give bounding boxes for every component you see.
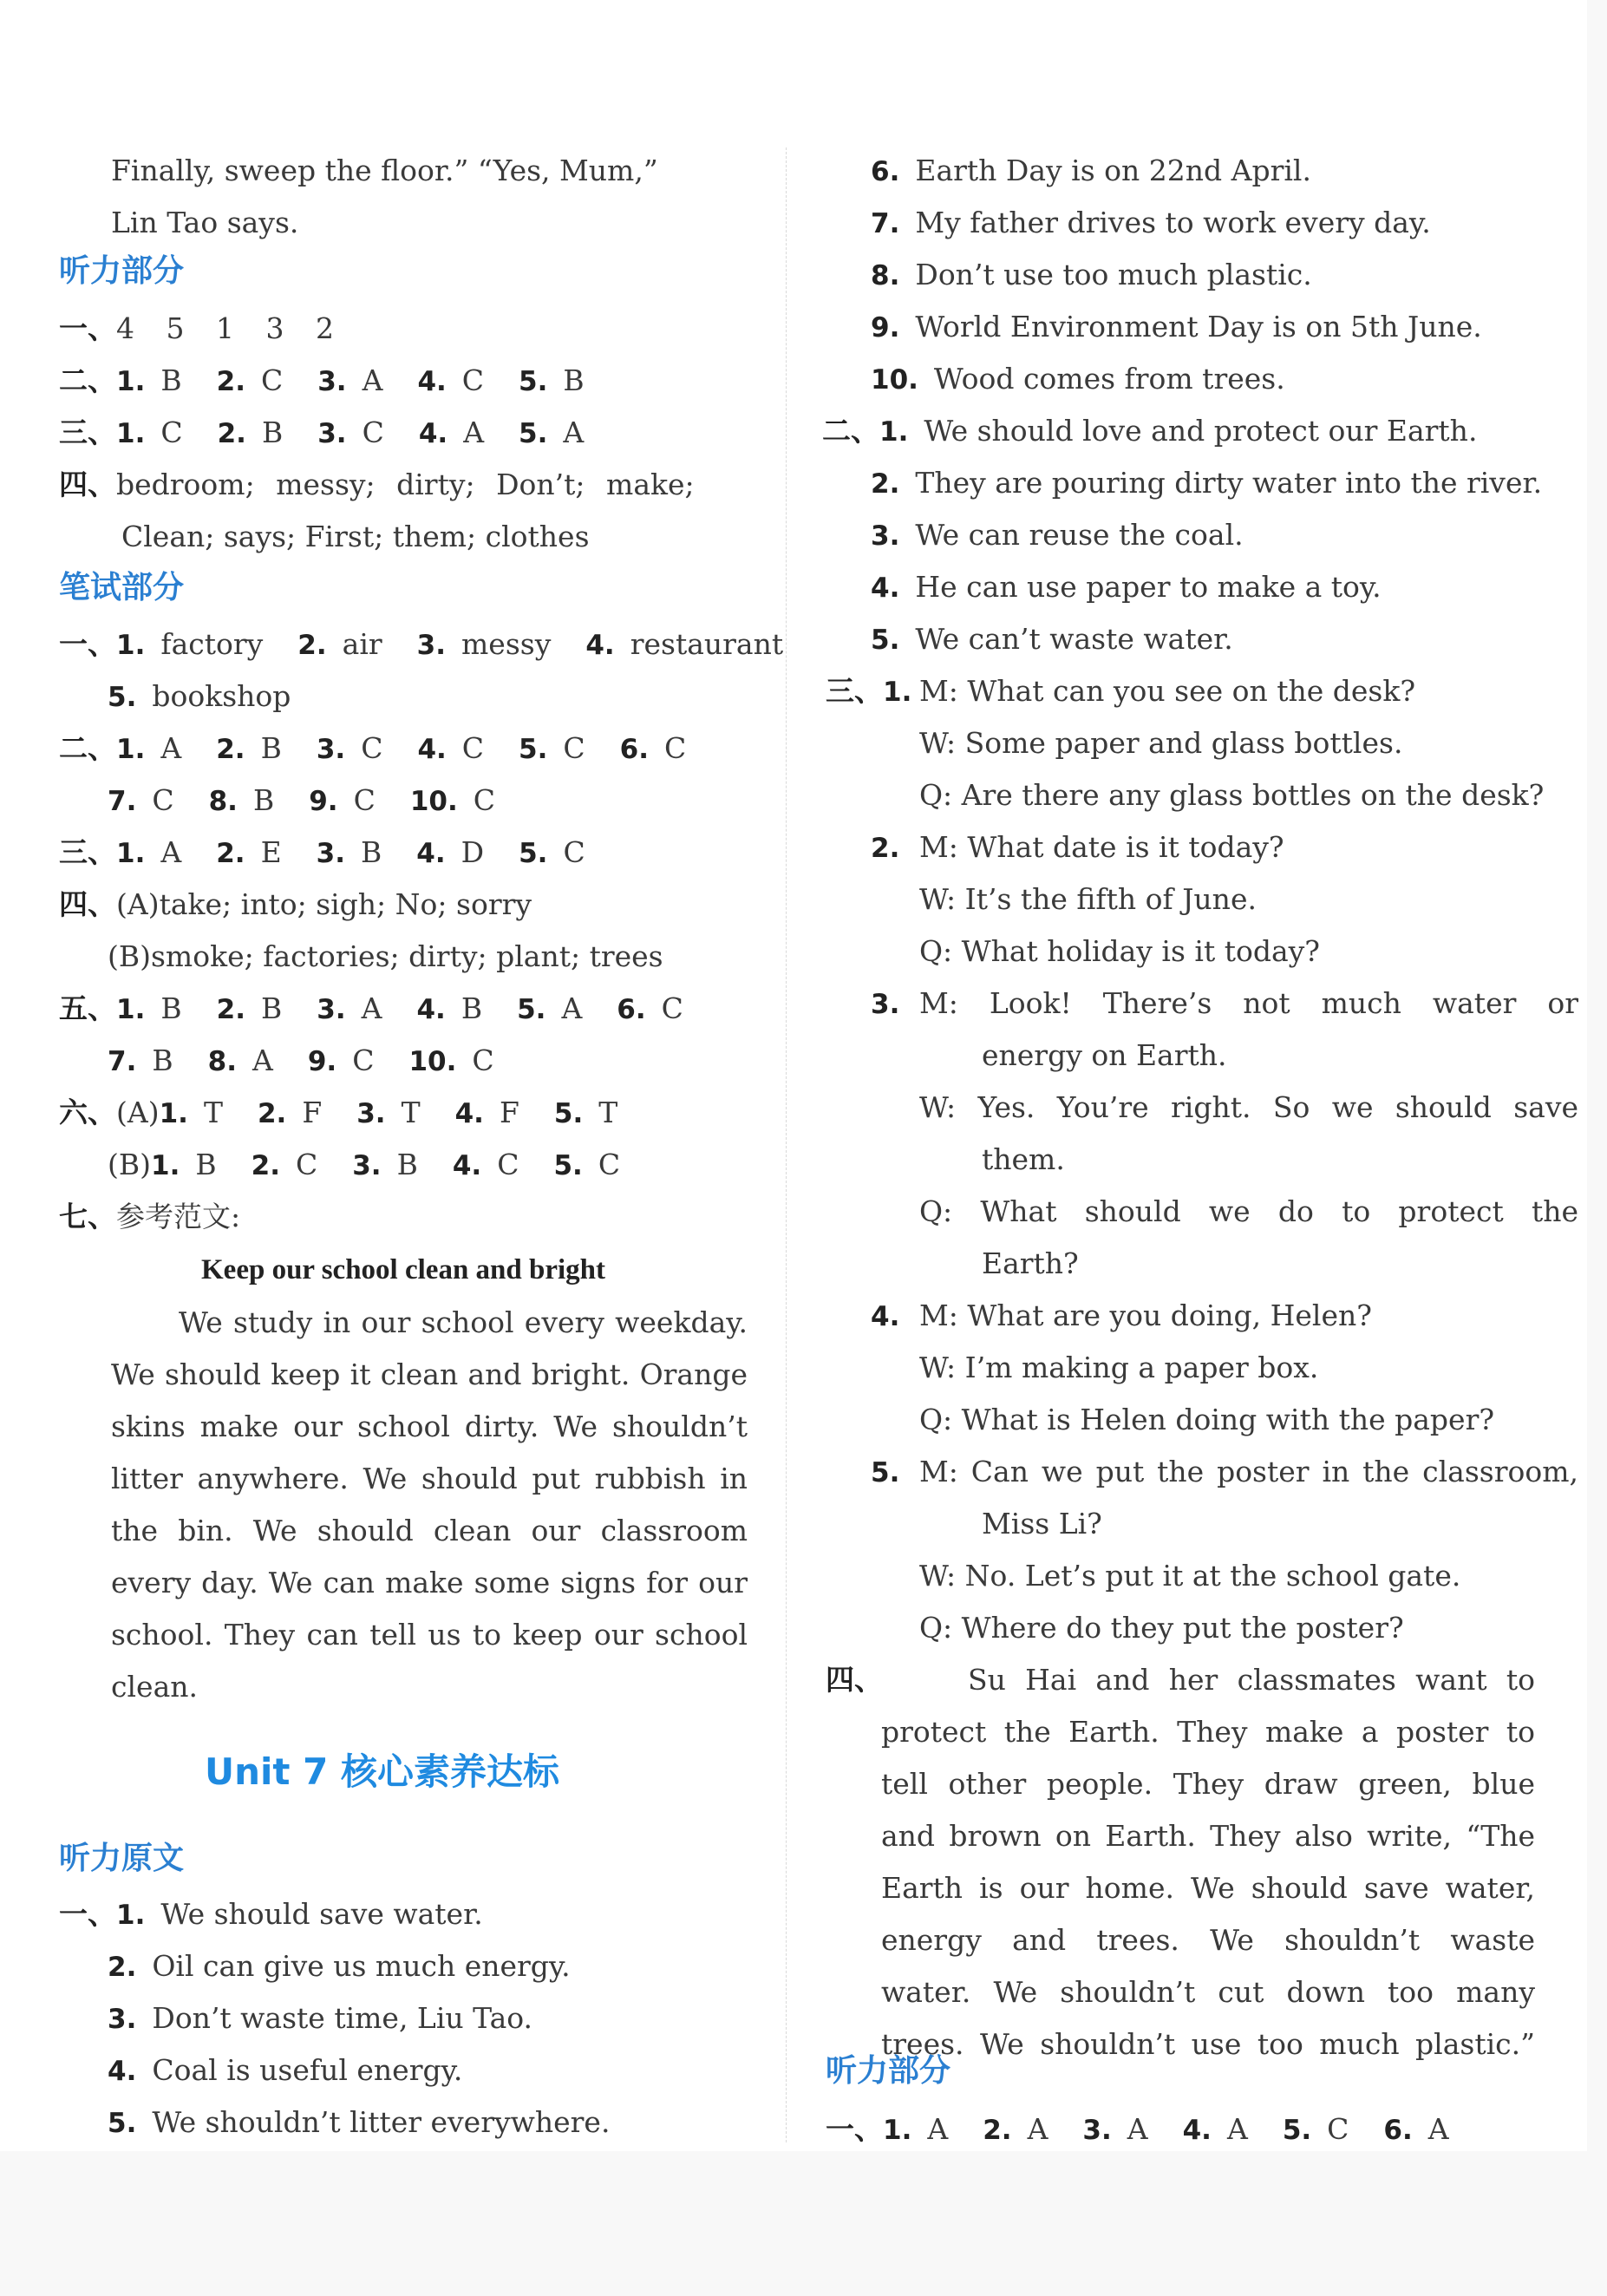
item-answer: C xyxy=(461,731,485,765)
dialog-line: Q: Are there any glass bottles on the desk? xyxy=(919,778,1545,812)
question-number: 二、 xyxy=(59,363,116,397)
item-number: 4. xyxy=(108,2056,137,2087)
answer-text: (A)take; into; sigh; No; sorry xyxy=(116,887,532,921)
section-heading-listening: 听力部分 xyxy=(59,253,185,289)
item-text: We should love and protect our Earth. xyxy=(924,414,1478,448)
essay-line: every day. We can make some signs for our xyxy=(111,1566,748,1599)
item-number: 5. xyxy=(519,366,548,397)
question-number: 一、 xyxy=(59,311,116,345)
item-number: 2. xyxy=(983,2115,1012,2146)
item-number: 4. xyxy=(452,1150,482,1181)
script-line xyxy=(108,2001,533,2035)
dialog-line: Miss Li? xyxy=(982,1507,1102,1540)
passage-line: trees. We shouldn’t use too much plastic.” xyxy=(881,2027,1535,2061)
passage-line: tell other people. They draw green, blue xyxy=(881,1767,1535,1801)
question-number: 七、 xyxy=(59,1200,116,1233)
item-number: 2. xyxy=(216,366,245,397)
item-number: 1. xyxy=(883,2115,912,2146)
essay-title: Keep our school clean and bright xyxy=(201,1254,606,1285)
item-number: 5. xyxy=(519,838,548,869)
item-answer: factory xyxy=(160,627,264,661)
item-answer: B xyxy=(160,991,182,1025)
item-answer: A xyxy=(927,2112,949,2146)
item-answer: B xyxy=(260,731,282,765)
item-number: 3. xyxy=(352,1150,382,1181)
item-answer: C xyxy=(473,783,496,817)
item-answer: C xyxy=(152,783,174,817)
dialog-number xyxy=(871,989,899,1018)
item-number: 5. xyxy=(108,2108,137,2139)
item-answer: C xyxy=(295,1148,318,1181)
item-answer: A xyxy=(1127,2112,1148,2146)
item-number: 4. xyxy=(454,1098,484,1129)
dialog-number xyxy=(871,1301,899,1331)
passage-line: Su Hai and her classmates want to xyxy=(968,1663,1535,1697)
script-line xyxy=(871,520,1244,550)
item-number: 5. xyxy=(517,994,546,1025)
answer-row xyxy=(59,627,784,661)
item-number: 3. xyxy=(317,418,347,449)
dialog-number xyxy=(826,674,912,708)
item-answer: B xyxy=(160,363,182,397)
passage-line: protect the Earth. They make a poster to xyxy=(881,1715,1535,1749)
passage-line: water. We shouldn’t cut down too many xyxy=(881,1975,1535,2009)
question-number: 三、 xyxy=(59,415,116,449)
item-number: 2. xyxy=(217,418,246,449)
item-answer: B xyxy=(252,783,275,817)
item-answer: B xyxy=(563,363,585,397)
item-number: 1. xyxy=(116,630,146,661)
item-number: 4. xyxy=(416,994,446,1025)
item-number: 5. xyxy=(108,682,137,713)
item-answer: B xyxy=(361,835,382,869)
answer-text: (B)smoke; factories; dirty; plant; trees xyxy=(108,939,663,973)
dialog-number xyxy=(871,1457,899,1487)
item-number: 6. xyxy=(619,734,650,765)
item-answer: C xyxy=(260,363,284,397)
item-number: 4. xyxy=(417,366,447,397)
answer-row xyxy=(59,311,334,345)
item-number: 9. xyxy=(309,786,338,817)
item-answer: C xyxy=(563,731,585,765)
script-line xyxy=(108,2053,463,2087)
item-answer: A xyxy=(1226,2112,1248,2146)
essay-line: We should keep it clean and bright. Orange xyxy=(111,1357,748,1391)
item-number: 2. xyxy=(297,630,327,661)
item-answer: messy xyxy=(461,627,552,661)
part-label: (B) xyxy=(108,1148,151,1181)
answer-row xyxy=(108,1043,494,1077)
item-number: 2. xyxy=(251,1150,280,1181)
answer-row xyxy=(108,1150,620,1180)
item-text: Oil can give us much energy. xyxy=(152,1949,571,1983)
question-number: 一、 xyxy=(826,2112,883,2146)
item-answer: A xyxy=(1027,2112,1048,2146)
item-number: 2. xyxy=(216,994,245,1025)
item-text: We should save water. xyxy=(160,1897,483,1931)
dialog-line: Earth? xyxy=(982,1246,1079,1280)
item-text: Coal is useful energy. xyxy=(152,2053,463,2087)
text-line: Lin Tao says. xyxy=(111,206,299,239)
item-number: 5. xyxy=(519,418,548,449)
essay-line: We study in our school every weekday. xyxy=(179,1305,748,1339)
item-number: 8. xyxy=(871,260,900,291)
item-text: Wood comes from trees. xyxy=(933,362,1285,396)
item-answer: A xyxy=(1427,2112,1449,2146)
item-answer: C xyxy=(563,835,585,869)
item-number: 4. xyxy=(871,572,900,604)
question-number: 三、 xyxy=(826,674,883,708)
item-number: 3. xyxy=(871,989,900,1020)
item-answer: C xyxy=(352,1043,375,1077)
item-number: 6. xyxy=(1383,2115,1413,2146)
item-text: They are pouring dirty water into the river. xyxy=(915,466,1543,500)
answer-row xyxy=(59,1202,240,1231)
question-number-row xyxy=(826,1663,883,1697)
script-line xyxy=(108,2105,611,2139)
item-text: We can reuse the coal. xyxy=(915,518,1244,552)
question-number: 二、 xyxy=(822,414,879,448)
item-answer: B xyxy=(260,991,283,1025)
answer-row xyxy=(59,470,695,499)
item-number: 2. xyxy=(257,1098,287,1129)
script-line xyxy=(108,1949,571,1983)
item-number: 5. xyxy=(519,734,548,765)
question-number: 六、 xyxy=(59,1096,116,1129)
item-number: 7. xyxy=(871,208,900,239)
item-text: Earth Day is on 22nd April. xyxy=(915,154,1311,187)
item-number: 3. xyxy=(317,994,346,1025)
answer-row xyxy=(59,991,683,1025)
item-number: 4. xyxy=(871,1301,900,1332)
dialog-line: M: What are you doing, Helen? xyxy=(919,1298,1372,1332)
item-answer: A xyxy=(463,415,485,449)
dialog-line: energy on Earth. xyxy=(982,1038,1227,1072)
answer-text: 参考范文: xyxy=(116,1200,241,1233)
section-heading-listening: 听力部分 xyxy=(826,2053,951,2089)
item-answer: A xyxy=(561,991,583,1025)
item-answer: A xyxy=(362,363,383,397)
item-answer: C xyxy=(362,415,384,449)
question-number: 二、 xyxy=(59,731,116,765)
dialog-line: Q: Where do they put the poster? xyxy=(919,1611,1404,1645)
item-answer: B xyxy=(396,1148,418,1181)
question-number: 五、 xyxy=(59,991,116,1025)
essay-line: the bin. We should clean our classroom xyxy=(111,1514,748,1547)
essay-line: school. They can tell us to keep our school xyxy=(111,1618,748,1652)
item-number: 4. xyxy=(416,838,446,869)
answer-row xyxy=(59,835,585,869)
item-number: 9. xyxy=(871,312,900,343)
item-number: 3. xyxy=(356,1098,386,1129)
script-line xyxy=(871,364,1285,394)
item-answer: T xyxy=(598,1096,618,1129)
part-label: (A) xyxy=(116,1096,160,1129)
item-number: 1. xyxy=(116,838,146,869)
script-line xyxy=(822,416,1477,446)
item-number: 9. xyxy=(307,1046,337,1077)
item-number: 4. xyxy=(417,734,447,765)
item-text: We shouldn’t litter everywhere. xyxy=(152,2105,611,2139)
item-answer: T xyxy=(203,1096,223,1129)
item-answer: A xyxy=(252,1043,273,1077)
item-number: 10. xyxy=(409,786,458,817)
dialog-line: M: Can we put the poster in the classroom, xyxy=(919,1455,1578,1488)
script-line xyxy=(871,468,1542,498)
item-answer: air xyxy=(342,627,382,661)
item-number: 1. xyxy=(883,677,912,708)
item-number: 3. xyxy=(416,630,447,661)
item-answer: B xyxy=(152,1043,173,1077)
section-heading-script: 听力原文 xyxy=(59,1841,185,1876)
item-number: 10. xyxy=(871,364,918,396)
item-number: 3. xyxy=(317,366,347,397)
question-number: 一、 xyxy=(59,1897,116,1931)
question-number: 四、 xyxy=(59,887,116,921)
script-line xyxy=(871,312,1482,342)
item-number: 6. xyxy=(617,994,646,1025)
dialog-line: Q: What holiday is it today? xyxy=(919,934,1320,968)
item-number: 3. xyxy=(316,838,346,869)
text-line: Finally, sweep the floor.” “Yes, Mum,” xyxy=(111,154,658,187)
answer-row xyxy=(59,1098,617,1128)
item-number: 4. xyxy=(1182,2115,1212,2146)
passage-line: and brown on Earth. They also write, “The xyxy=(881,1819,1535,1853)
answer-row xyxy=(108,783,496,817)
item-answer: F xyxy=(499,1096,519,1129)
answer-text: bedroom; messy; dirty; Don’t; make; xyxy=(116,468,695,501)
item-number: 2. xyxy=(871,468,900,500)
item-number: 3. xyxy=(1082,2115,1112,2146)
item-number: 3. xyxy=(871,520,900,552)
item-number: 4. xyxy=(418,418,448,449)
answer-row xyxy=(59,415,585,449)
item-number: 1. xyxy=(879,416,909,448)
item-number: 1. xyxy=(116,1900,146,1931)
item-text: He can use paper to make a toy. xyxy=(915,570,1382,604)
item-number: 3. xyxy=(316,734,346,765)
item-answer: T xyxy=(401,1096,421,1129)
essay-line: skins make our school dirty. We shouldn’t xyxy=(111,1410,748,1443)
answer-row xyxy=(59,363,585,397)
item-number: 1. xyxy=(151,1150,180,1181)
item-answer: restaurant xyxy=(630,627,784,661)
item-answer: C xyxy=(664,731,687,765)
script-line xyxy=(59,1897,483,1931)
item-number: 2. xyxy=(108,1952,137,1983)
item-answer: A xyxy=(160,731,182,765)
item-number: 3. xyxy=(108,2004,137,2035)
item-answer: F xyxy=(302,1096,323,1129)
item-number: 6. xyxy=(871,156,900,187)
answer-row xyxy=(59,887,532,921)
item-answer: C xyxy=(353,783,376,817)
section-heading-writing: 笔试部分 xyxy=(59,570,185,605)
item-text: Don’t waste time, Liu Tao. xyxy=(152,2001,533,2035)
item-text: Don’t use too much plastic. xyxy=(915,258,1312,291)
script-line xyxy=(871,260,1312,290)
dialog-line: Q: What is Helen doing with the paper? xyxy=(919,1403,1495,1436)
answer-row xyxy=(108,679,291,713)
item-number: 5. xyxy=(1282,2115,1312,2146)
item-number: 7. xyxy=(108,786,137,817)
item-answer: B xyxy=(461,991,483,1025)
question-number: 三、 xyxy=(59,835,116,869)
dialog-line: W: Yes. You’re right. So we should save xyxy=(919,1090,1578,1124)
dialog-line: W: It’s the fifth of June. xyxy=(919,882,1257,916)
item-answer: C xyxy=(497,1148,519,1181)
item-answer: B xyxy=(261,415,284,449)
item-text: World Environment Day is on 5th June. xyxy=(915,310,1482,343)
item-answer: C xyxy=(1327,2112,1349,2146)
item-answer: C xyxy=(361,731,383,765)
essay-line: litter anywhere. We should put rubbish in xyxy=(111,1462,748,1495)
item-text: My father drives to work every day. xyxy=(915,206,1431,239)
answer-row xyxy=(826,2112,1449,2146)
item-number: 1. xyxy=(116,994,146,1025)
item-number: 5. xyxy=(553,1150,583,1181)
item-number: 1. xyxy=(116,366,146,397)
item-answer: D xyxy=(461,835,485,869)
dialog-line: M: What can you see on the desk? xyxy=(919,674,1416,708)
item-answer: bookshop xyxy=(152,679,291,713)
dialog-line: M: Look! There’s not much water or xyxy=(919,986,1578,1020)
question-number: 四、 xyxy=(59,468,116,501)
dialog-line: M: What date is it today? xyxy=(919,830,1284,864)
script-line xyxy=(871,156,1311,186)
item-answer: C xyxy=(461,363,485,397)
item-number: 1. xyxy=(116,418,146,449)
item-number: 5. xyxy=(871,1457,900,1488)
item-number: 8. xyxy=(208,786,238,817)
item-answer: E xyxy=(260,835,282,869)
item-number: 1. xyxy=(116,734,146,765)
item-answer: C xyxy=(598,1148,621,1181)
item-text: We can’t waste water. xyxy=(915,622,1233,656)
dialog-line: Q: What should we do to protect the xyxy=(919,1194,1578,1228)
item-answer: A xyxy=(160,835,182,869)
item-answer: C xyxy=(472,1043,494,1077)
item-number: 5. xyxy=(871,625,900,656)
script-line xyxy=(871,208,1431,238)
item-answer: A xyxy=(563,415,585,449)
item-answer: C xyxy=(160,415,183,449)
dialog-number xyxy=(871,833,899,862)
item-answer: C xyxy=(661,991,683,1025)
passage-line: Earth is our home. We should save water, xyxy=(881,1871,1535,1905)
item-number: 8. xyxy=(207,1046,237,1077)
item-answer: B xyxy=(195,1148,217,1181)
column-divider xyxy=(786,147,787,2142)
question-number: 四、 xyxy=(826,1663,883,1697)
item-number: 5. xyxy=(553,1098,584,1129)
item-number: 2. xyxy=(871,833,900,864)
answer-text: Clean; says; First; them; clothes xyxy=(121,520,590,553)
item-number: 7. xyxy=(108,1046,137,1077)
dialog-line: W: Some paper and glass bottles. xyxy=(919,726,1403,760)
answer-row xyxy=(59,731,687,765)
item-answer: A xyxy=(361,991,382,1025)
unit-title: Unit 7 核心素养达标 xyxy=(205,1750,559,1793)
question-number: 一、 xyxy=(59,627,116,661)
dialog-line: them. xyxy=(982,1142,1065,1176)
essay-line: clean. xyxy=(111,1670,198,1704)
script-line xyxy=(871,572,1382,602)
item-number: 1. xyxy=(159,1098,188,1129)
dialog-line: W: I’m making a paper box. xyxy=(919,1351,1319,1384)
item-number: 10. xyxy=(408,1046,457,1077)
item-number: 4. xyxy=(585,630,615,661)
script-line xyxy=(871,622,1233,656)
item-number: 2. xyxy=(216,838,245,869)
passage-line: energy and trees. We shouldn’t waste xyxy=(881,1923,1535,1957)
item-number: 2. xyxy=(216,734,245,765)
answer-sequence: 4 5 1 3 2 xyxy=(116,311,334,345)
dialog-line: W: No. Let’s put it at the school gate. xyxy=(919,1559,1461,1593)
